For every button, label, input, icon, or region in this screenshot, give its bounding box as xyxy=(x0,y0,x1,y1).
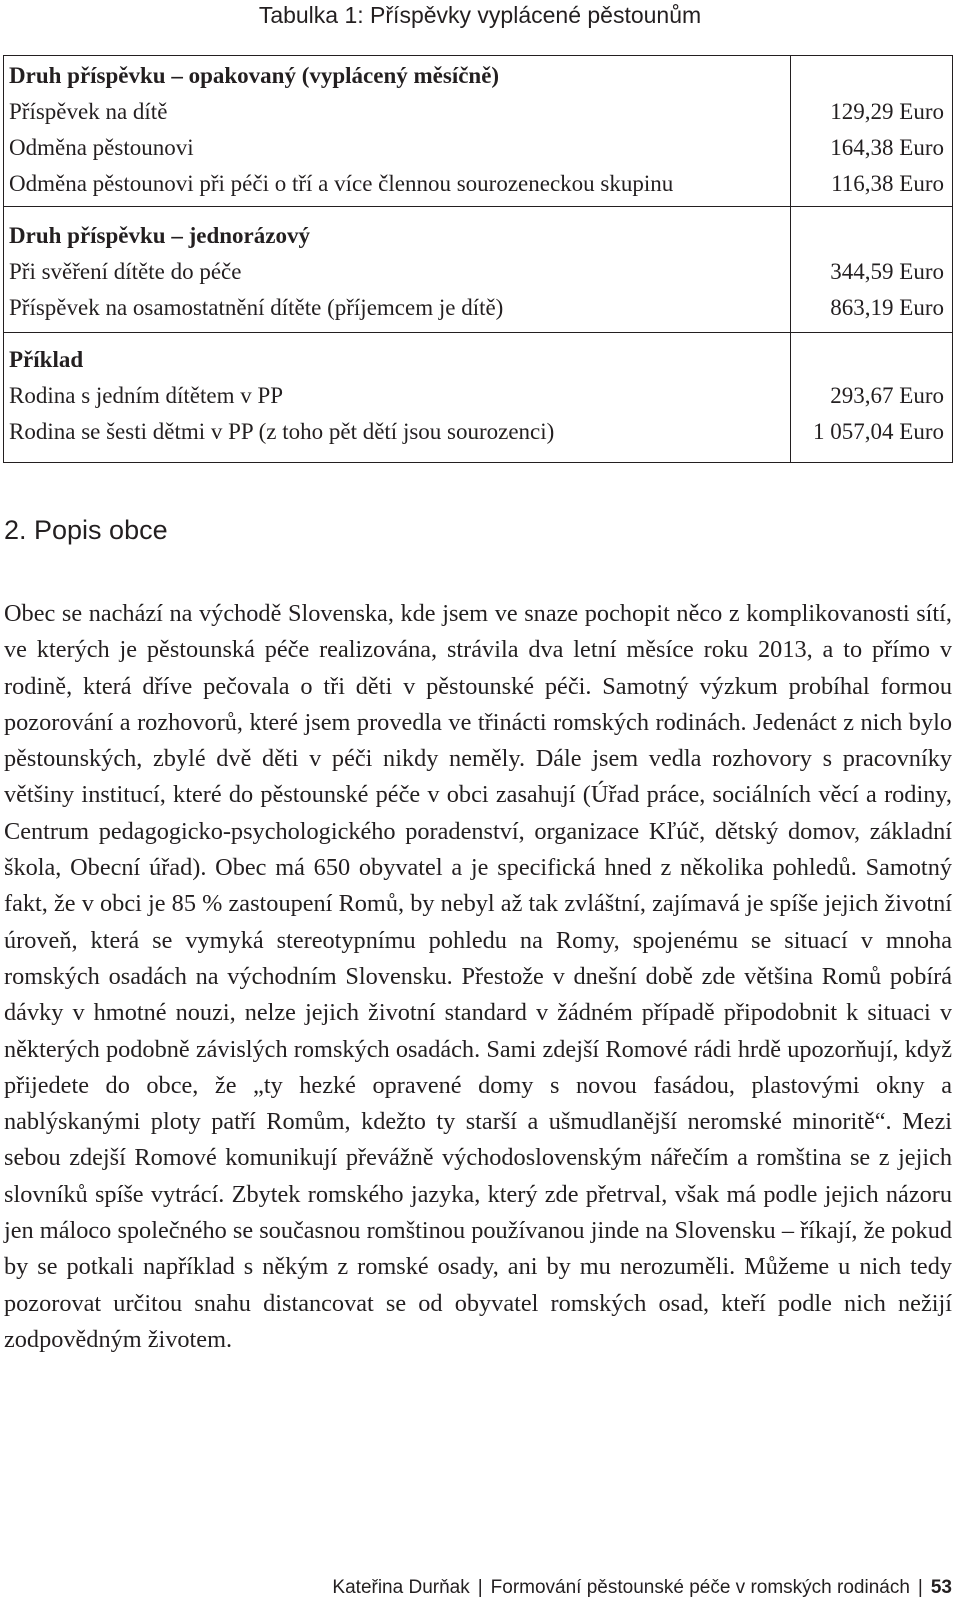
table-column-divider xyxy=(790,56,791,462)
table-caption: Tabulka 1: Příspěvky vyplácené pěstounům xyxy=(258,2,702,28)
table-row-value: 116,38 Euro xyxy=(831,171,944,196)
table-row-label: Při svěření dítěte do péče xyxy=(9,259,242,284)
footer-separator: | xyxy=(477,1577,483,1598)
footer-separator: | xyxy=(917,1577,923,1598)
table-section-divider xyxy=(4,206,952,207)
footer-title: Formování pěstounské péče v romských rodinách xyxy=(490,1577,910,1598)
table-row-label: Příspěvek na dítě xyxy=(9,99,168,124)
table-row-value: 164,38 Euro xyxy=(830,135,944,160)
page-number: 53 xyxy=(930,1577,952,1598)
allowances-table xyxy=(3,55,953,463)
table-row-value: 863,19 Euro xyxy=(830,295,944,320)
table-row-label: Odměna pěstounovi při péči o tří a více člennou sourozeneckou skupinu xyxy=(9,171,674,196)
table-row-label: Příspěvek na osamostatnění dítěte (příjemcem je dítě) xyxy=(9,295,504,320)
footer-author: Kateřina Durňak xyxy=(332,1577,470,1598)
table-section-heading: Druh příspěvku – jednorázový xyxy=(9,223,310,248)
table-section-divider xyxy=(4,332,952,333)
table-row-value: 129,29 Euro xyxy=(830,99,944,124)
table-row-value: 293,67 Euro xyxy=(830,383,944,408)
table-section-heading: Příklad xyxy=(9,347,84,372)
table-row-value: 1 057,04 Euro xyxy=(813,419,944,444)
section-heading: 2. Popis obce xyxy=(4,515,168,545)
table-row-label: Rodina s jedním dítětem v PP xyxy=(9,383,284,408)
table-row-label: Rodina se šesti dětmi v PP (z toho pět dětí jsou sourozenci) xyxy=(9,419,555,444)
page-footer xyxy=(332,1577,952,1599)
body-paragraph: Obec se nachází na východě Slovenska, kde jsem ve snaze pochopit něco z komplikovanosti sítí, ve kterých je pěstounská péče realizována, strávila dva letní měsíce roku 2013, a to přímo v rodině, která dříve pečovala o tři děti v pěstounské péči. Samotný výzkum probíhal formou pozorování a rozhovorů, které jsem provedla ve třinácti romských rodinách. Jedenáct z nich bylo pěstounských, zbylé dvě děti v péči nikdy neměly. Dále jsem vedla rozhovory s pracovníky většiny institucí, které do pěstounské péče v obci zasahují (Úřad práce, sociálních věcí a rodiny, Centrum pedagogicko-psychologického poradenství, organizace Kľúč, dětský domov, základní škola, Obecní úřad). Obec má 650 obyvatel a je specifická hned z několika pohledů. Samotný fakt, že v obci je 85 % zastoupení Romů, by nebyl až tak zvláštní, zajímavá je spíše jejich životní úroveň, která se vymyká stereotypnímu pohledu na Romy, spojenému se situací v mnoha romských osadách na východním Slovensku. Přestože v dnešní době zde většina Romů pobírá dávky v hmotné nouzi, nelze jejich životní standard v žádném případě připodobnit k situaci v některých podobně závislých romských osadách. Sami zdejší Romové rádi hrdě upozorňují, když přijedete do obce, že „ty hezké opravené domy s novou fasádou, plastovými okny a nablýskanými ploty patří Romům, kdežto ty starší a ušmudlanější neromské minoritě“. Mezi sebou zdejší Romové komunikují převážně východoslovenským nářečím a romština se z jejich slovníků spíše vytrácí. Zbytek romského jazyka, který zde přetrval, však má podle jejich názoru jen máloco společného se současnou romštinou používanou jinde na Slovensku – říkají, že pokud by se potkali například s někým z romské osady, ani by mu nerozuměli. Můžeme u nich tedy pozorovat určitou snahu distancovat se od obyvatel romských osad, kteří podle nich nežijí zodpovědným životem. xyxy=(4,600,952,1353)
table-row-label: Odměna pěstounovi xyxy=(9,135,194,160)
table-section-heading: Druh příspěvku – opakovaný (vyplácený měsíčně) xyxy=(9,63,500,88)
table-row-value: 344,59 Euro xyxy=(830,259,944,284)
